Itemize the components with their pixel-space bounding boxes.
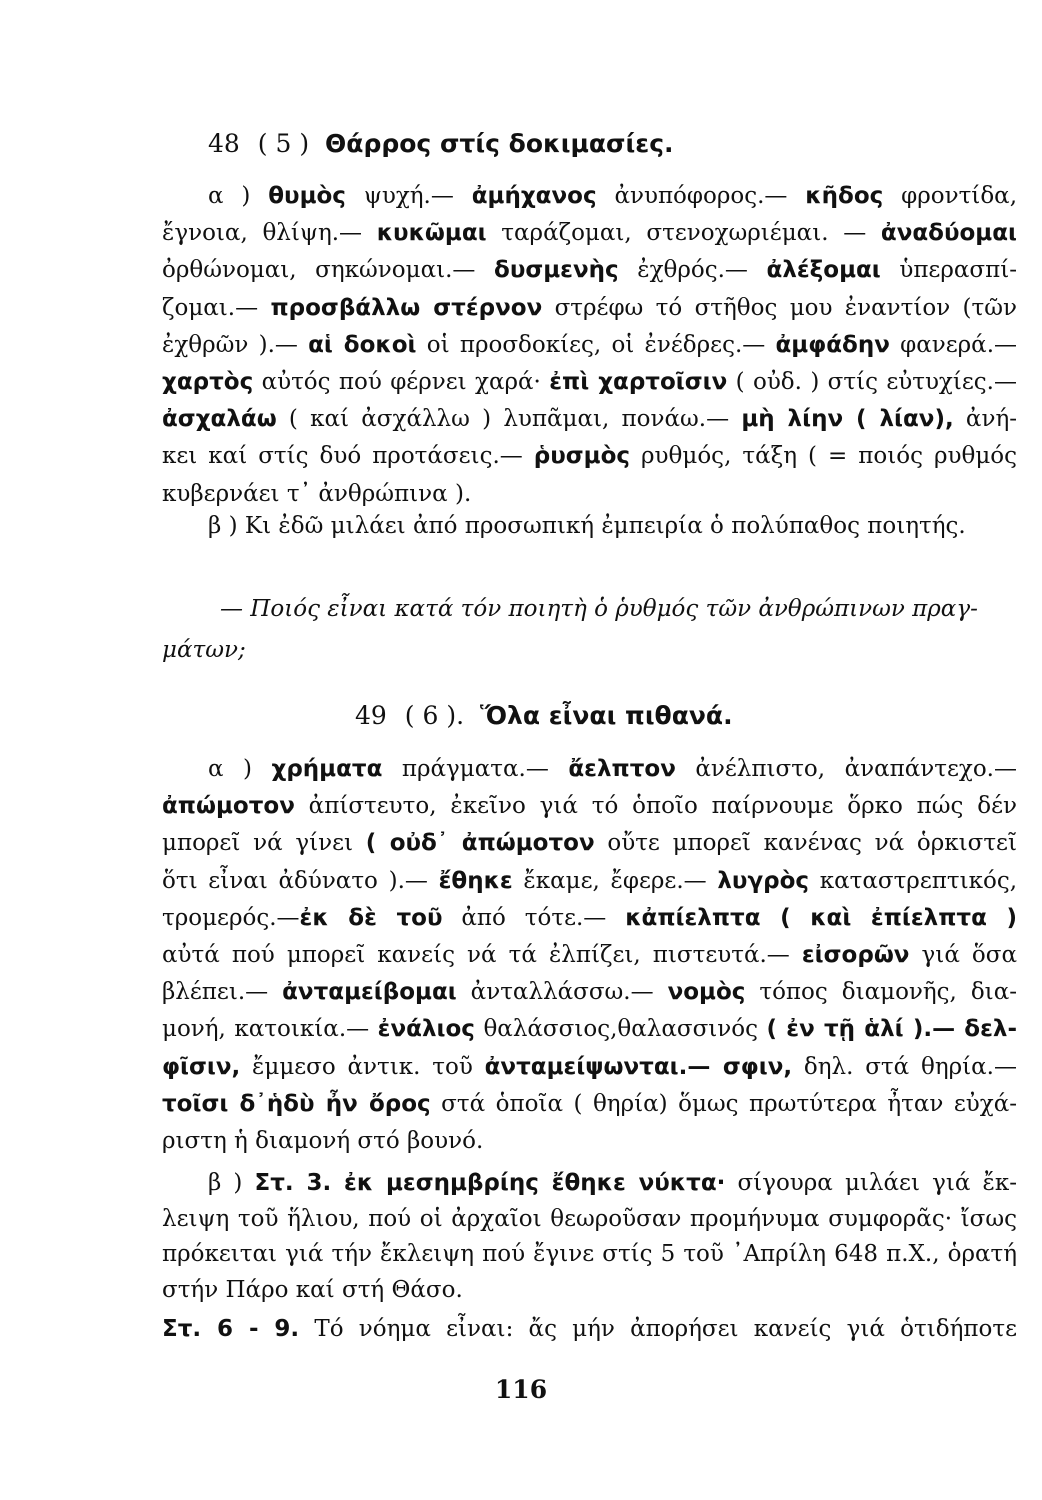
gloss-text: ἔκαμε, ἔφερε.—	[512, 867, 718, 894]
text-line	[162, 861, 1017, 901]
gloss-text: φανερά.—	[889, 331, 1017, 358]
gloss-text: ψυχή.—	[345, 183, 472, 209]
gloss-text: ριστη ἡ διαμονή στό βουνό.	[162, 1128, 484, 1154]
text-line	[208, 1163, 1017, 1203]
lemma-term: τοῖσι δ᾽ἡδὺ ἦν ὄρος	[162, 1090, 431, 1117]
gloss-text: ἀνταλλάσσω.—	[456, 979, 668, 1006]
gloss-text: κει καί στίς δυό προτάσεις.—	[162, 443, 534, 470]
section-48-fragment: ( 5 )	[257, 129, 310, 158]
text-line	[208, 749, 1017, 789]
lemma-term: ἀναδύομαι	[880, 220, 1017, 247]
gloss-text: πράγματα.—	[382, 756, 569, 782]
text-line	[162, 1009, 1017, 1049]
lemma-term: ἀμήχανος	[471, 183, 597, 209]
lemma-term: νομὸς	[667, 979, 746, 1006]
gloss-text: ἀνυπόφορος.—	[596, 183, 806, 209]
section-49-heading	[355, 696, 733, 736]
lemma-term: κυκῶμαι	[376, 220, 487, 247]
lemma-term: ( ἐν τῇ ἁλί ).— δελ-	[766, 1016, 1017, 1043]
lemma-term: μὴ λίην ( λίαν),	[741, 406, 954, 433]
gloss-text: ἀνέλπιστο, ἀναπάντεχο.—	[675, 756, 1017, 782]
lemma-term: φῖσιν,	[162, 1053, 241, 1080]
study-question-line-2: μάτων;	[162, 637, 246, 663]
gloss-text: βλέπει.—	[162, 979, 283, 1006]
lemma-term: θυμὸς	[268, 183, 346, 209]
lemma-term: χρήματα	[271, 756, 383, 782]
gloss-text: ἔμμεσο ἀντικ. τοῦ	[240, 1053, 485, 1080]
gloss-text: ζομαι.—	[162, 294, 271, 321]
gloss-text: ρυθμός, τάξη ( = ποιός ρυθμός	[630, 443, 1018, 470]
text-line	[162, 1121, 1017, 1161]
lemma-term: προσβάλλω στέρνον	[270, 294, 543, 321]
text-line	[162, 1309, 1017, 1349]
text-line	[162, 399, 1017, 439]
gloss-text: ( καί ἀσχάλλω ) λυπᾶμαι, πονάω.—	[276, 406, 742, 433]
lemma-term: ἐκ δὲ τοῦ	[299, 904, 443, 931]
gloss-text: αὐτός πού φέρνει χαρά·	[253, 369, 550, 395]
gloss-text: τόπος διαμονῆς, δια-	[745, 979, 1017, 1006]
text-line	[162, 362, 1017, 402]
gloss-text: Τό νόημα εἶναι: ἄς μήν ἀπορήσει κανείς γιά ὁτιδήποτε	[299, 1316, 1017, 1342]
text-line	[162, 288, 1017, 328]
text-line	[162, 786, 1017, 826]
text-line	[162, 823, 1017, 863]
section-49-title: Ὅλα εἶναι πιθανά.	[479, 701, 733, 730]
gloss-text: τρομερός.—	[162, 904, 300, 931]
gloss-text: στρέφω τό στῆθος μου ἐναντίον (τῶν	[542, 294, 1017, 321]
gloss-text: ἔγνοια, θλίψη.—	[162, 220, 377, 247]
lemma-term: ἀπώμοτον	[162, 793, 295, 820]
lemma-term: κἀπίελπτα ( καὶ ἐπίελπτα )	[625, 904, 1017, 931]
lemma-term: ῥυσμὸς	[533, 443, 631, 470]
text-line	[162, 935, 1017, 975]
lemma-term: ἐνάλιος	[377, 1016, 475, 1043]
gloss-text: α )	[208, 756, 272, 782]
lemma-term: εἰσορῶν	[801, 942, 910, 968]
lemma-term: ἀνταμείβομαι	[282, 979, 457, 1006]
gloss-text: καταστρεπτικός,	[809, 867, 1018, 894]
study-question-line-1: — Ποιός εἶναι κατά τόν ποιητὴ ὁ ῥυθμός τῶν ἀνθρώπινων πραγ-	[220, 596, 978, 622]
gloss-text: πρόκειται γιά τήν ἔκλειψη πού ἔγινε στίς 5 τοῦ ᾽Απρίλη 648 π.Χ., ὁρατή	[162, 1241, 1017, 1267]
gloss-text: β )	[208, 1170, 255, 1196]
lemma-term: ἄελπτον	[568, 756, 676, 782]
section-49-number: 49	[355, 701, 387, 730]
gloss-text: ἀνή-	[953, 406, 1017, 433]
gloss-text: ὑπερασπί-	[880, 257, 1018, 284]
lemma-term: ἀνταμείψωνται.— σφιν,	[484, 1053, 793, 1080]
text-line	[162, 1270, 1017, 1310]
section-48-commentary: β ) Κι ἐδῶ μιλάει ἀπό προσωπική ἐμπειρία ὁ πολύπαθος ποιητής.	[208, 513, 966, 539]
section-48-number: 48	[208, 129, 240, 158]
section-48-title: Θάρρος στίς δοκιμασίες.	[325, 129, 674, 158]
lemma-term: ἀλέξομαι	[766, 257, 881, 284]
gloss-text: ἐχθρός.—	[618, 257, 767, 284]
text-line	[162, 250, 1017, 290]
gloss-text: α )	[208, 183, 269, 209]
lemma-term: Στ. 6 - 9.	[162, 1316, 300, 1342]
text-line	[162, 898, 1017, 938]
lemma-term: λυγρὸς	[717, 867, 810, 894]
text-line	[162, 972, 1017, 1012]
gloss-text: λειψη τοῦ ἥλιου, πού οἱ ἀρχαῖοι θεωροῦσαν προμήνυμα συμφορᾶς· ἴσως	[162, 1205, 1017, 1232]
gloss-text: οὔτε μπορεῖ κανένας νά ὁρκιστεῖ	[594, 830, 1017, 857]
gloss-text: ἀπό τότε.—	[442, 904, 626, 931]
gloss-text: ἐχθρῶν ).—	[162, 331, 309, 358]
gloss-text: κυβερνάει τ᾽ ἀνθρώπινα ).	[162, 480, 472, 507]
lemma-term: ἀμφάδην	[775, 331, 890, 358]
text-line	[162, 1047, 1017, 1087]
gloss-text: φροντίδα,	[883, 183, 1018, 209]
gloss-text: μονή, κατοικία.—	[162, 1016, 378, 1043]
gloss-text: οἱ προσδοκίες, οἱ ἐνέδρες.—	[416, 331, 776, 358]
lemma-term: ἐπὶ χαρτοῖσιν	[549, 369, 728, 395]
gloss-text: ἀπίστευτο, ἐκεῖνο γιά τό ὁποῖο παίρνουμε ὅρκο πώς δέν	[294, 793, 1017, 820]
gloss-text: ὀρθώνομαι, σηκώνομαι.—	[162, 257, 495, 284]
gloss-text: αὐτά πού μπορεῖ κανείς νά τά ἐλπίζει, πιστευτά.—	[162, 942, 802, 968]
lemma-term: δυσμενὴς	[494, 257, 619, 284]
gloss-text: μπορεῖ νά γίνει	[162, 830, 366, 857]
lemma-term: αἱ δοκοὶ	[308, 331, 417, 358]
gloss-text: θαλάσσιος,θαλασσινός	[474, 1016, 767, 1043]
gloss-text: ὅτι εἶναι ἀδύνατο ).—	[162, 867, 439, 894]
gloss-text: γιά ὅσα	[909, 942, 1017, 968]
text-line	[208, 176, 1017, 216]
text-line	[162, 436, 1017, 476]
gloss-text: δηλ. στά θηρία.—	[792, 1053, 1017, 1080]
text-line	[162, 213, 1017, 253]
gloss-text: ταράζομαι, στενοχωριέμαι. —	[486, 220, 881, 247]
lemma-term: ( οὐδ᾽ ἀπώμοτον	[365, 830, 595, 857]
text-line	[162, 325, 1017, 365]
page-number: 116	[494, 1375, 548, 1404]
gloss-text: σίγουρα μιλάει γιά ἔκ-	[725, 1170, 1017, 1196]
text-line	[162, 1199, 1017, 1239]
lemma-term: χαρτὸς	[162, 369, 254, 395]
lemma-term: Στ. 3. ἐκ μεσημβρίης ἔθηκε νύκτα·	[254, 1170, 726, 1196]
text-line	[162, 1234, 1017, 1274]
section-48-heading	[208, 124, 674, 164]
gloss-text: ( οὐδ. ) στίς εὐτυχίες.—	[727, 369, 1017, 395]
lemma-term: κῆδος	[805, 183, 884, 209]
lemma-term: ἀσχαλάω	[162, 406, 277, 433]
section-49-fragment: ( 6 ).	[404, 701, 465, 730]
gloss-text: στήν Πάρο καί στή Θάσο.	[162, 1276, 463, 1303]
lemma-term: ἔθηκε	[438, 867, 513, 894]
gloss-text: στά ὁποῖα ( θηρία) ὅμως πρωτύτερα ἦταν εὐχά-	[430, 1090, 1017, 1117]
text-line	[162, 1084, 1017, 1124]
